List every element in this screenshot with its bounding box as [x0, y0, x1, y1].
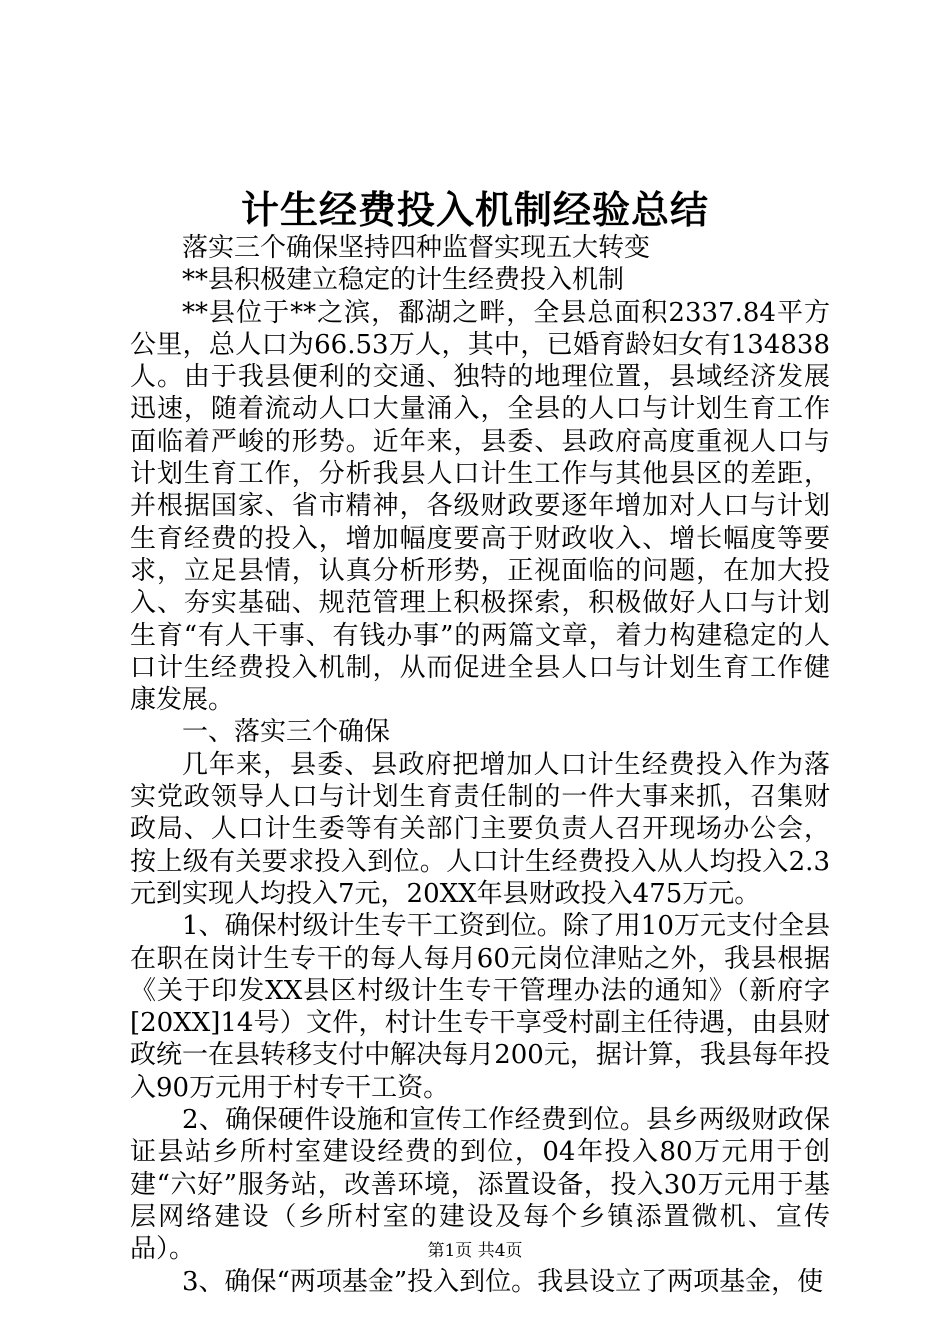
body-paragraph: 1、确保村级计生专干工资到位。除了用10万元支付全县在职在岗计生专干的每人每月60元岗位津贴之外，我县根据《关于印发XX县区村级计生专干管理办法的通知》（新府字[20XX]14号）文件，村计生专干享受村副主任待遇，由县财政统一在县转移支付中解决每月200元，据计算，我县每年投入90万元用于村专干工资。 — [130, 911, 830, 1103]
page-number-footer: 第1页 共4页 — [427, 1241, 523, 1261]
document-title: 计生经费投入机制经验总结 — [240, 187, 709, 232]
body-paragraph: 3、确保“两项基金”投入到位。我县设立了两项基金，使 — [182, 1266, 824, 1297]
body-paragraph: 几年来，县委、县政府把增加人口计生经费投入作为落实党政领导人口与计划生育责任制的一件大事来抓，召集财政局、人口计生委等有关部门主要负责人召开现场办公会，按上级有关要求投入到位。人口计生经费投入从人均投入2.3元到实现人均投入7元，20XX年县财政投入475万元。 — [130, 749, 830, 909]
subtitle-line-2: **县积极建立稳定的计生经费投入机制 — [182, 265, 625, 296]
subtitle-line-1: 落实三个确保坚持四种监督实现五大转变 — [182, 233, 651, 263]
intro-paragraph: **县位于**之滨，鄱湖之畔，全县总面积2337.84平方公里，总人口为66.53万人，其中，已婚育龄妇女有134838人。由于我县便利的交通、独特的地理位置，县域经济发展迅速，随着流动人口大量涌入，全县的人口与计划生育工作面临着严峻的形势。近年来，县委、县政府高度重视人口与计划生育工作，分析我县人口计生工作与其他县区的差距，并根据国家、省市精神，各级财政要逐年增加对人口与计划生育经费的投入，增加幅度要高于财政收入、增长幅度等要求，立足县情，认真分析形势，正视面临的问题，在加大投入、夯实基础、规范管理上积极探索，积极做好人口与计划生育“有人干事、有钱办事”的两篇文章，着力构建稳定的人口计生经费投入机制，从而促进全县人口与计划生育工作健康发展。 — [130, 297, 830, 716]
section-heading-1: 一、落实三个确保 — [182, 717, 391, 748]
document-body — [130, 232, 830, 1298]
body-paragraph: 2、确保硬件设施和宣传工作经费到位。县乡两级财政保证县站乡所村室建设经费的到位，04年投入80万元用于创建“六好”服务站，改善环境，添置设备，投入30万元用于基层网络建设（乡所村室的建设及每个乡镇添置微机、宣传品）。 — [130, 1105, 830, 1265]
